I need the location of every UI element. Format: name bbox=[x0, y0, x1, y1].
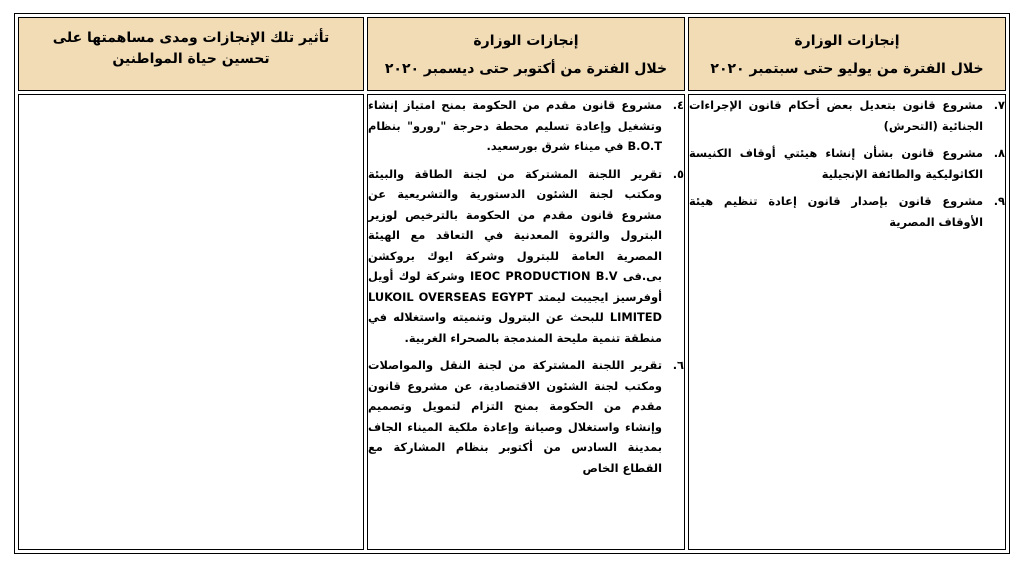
col-jul-sep-list bbox=[688, 94, 1006, 550]
item-text: مشروع قانون بإصدار قانون إعادة تنظيم هيئة الأوقاف المصرية bbox=[689, 194, 983, 229]
item-text: مشروع قانون مقدم من الحكومة بمنح امتياز إنشاء وتشغيل وإعادة تسليم محطة دحرجة "رورو" بنظام B.O.T في ميناء شرق بورسعيد. bbox=[368, 98, 662, 153]
header-row bbox=[18, 17, 1006, 91]
item-number: ٨. bbox=[993, 146, 1005, 160]
item-number: ٥. bbox=[672, 166, 684, 181]
document-page bbox=[14, 13, 1008, 554]
header-period: خلال الفترة من يوليو حتى سبتمبر ٢٠٢٠ bbox=[710, 61, 984, 77]
item-text: مشروع قانون بشأن إنشاء هيئتي أوقاف الكنيسة الكاثوليكية والطائفة الإنجيلية bbox=[689, 146, 983, 181]
list-item bbox=[368, 164, 684, 349]
body-row bbox=[18, 94, 1006, 550]
header-period: خلال الفترة من أكتوبر حتى ديسمبر ٢٠٢٠ bbox=[384, 61, 668, 77]
header-col-impact bbox=[18, 17, 364, 91]
list-item bbox=[368, 95, 684, 157]
item-number: ٩. bbox=[993, 194, 1005, 208]
item-number: ٦. bbox=[672, 358, 684, 372]
list-item bbox=[368, 355, 684, 478]
col-impact-empty bbox=[18, 94, 364, 550]
col-oct-dec-list bbox=[367, 94, 685, 550]
item-number: ٧. bbox=[993, 98, 1005, 112]
list-item bbox=[689, 191, 1005, 232]
header-title: إنجازات الوزارة bbox=[794, 33, 900, 49]
header-col-oct-dec bbox=[367, 17, 685, 91]
achievements-table bbox=[14, 13, 1010, 554]
list-item bbox=[689, 95, 1005, 136]
item-text: مشروع قانون بتعديل بعض أحكام قانون الإجراءات الجنائية (التحرش) bbox=[689, 98, 983, 133]
item-number: ٤. bbox=[672, 98, 684, 112]
item-text: تقرير اللجنة المشتركة من لجنة النقل والمواصلات ومكتب لجنة الشئون الاقتصادية، عن مشروع قانون مقدم من الحكومة بمنح التزام لتمويل وتصميم وإنشاء واستغلال وصيانة وإعادة ملكية الميناء الجاف بمدينة السادس من أكتوبر بنظام المشاركة مع القطاع الخاص bbox=[368, 358, 662, 475]
header-title: إنجازات الوزارة bbox=[473, 33, 579, 49]
item-text: تقرير اللجنة المشتركة من لجنة الطاقة والبيئة ومكتب لجنة الشئون الدستورية والتشريعية عن مشروع قانون مقدم من الحكومة بالترخيص لوزير البترول والثروة المعدنية في التعاقد مع الهيئة المصرية العامة للبترول وشركة ايوك بروكشن بى.فى IEOC PRODUCTION B.V وشركة لوك أويل أوفرسيز ايجيبت ليمتد LUKOIL OVERSEAS EGYPT LIMITED للبحث عن البترول وتنميته واستغلاله في منطقة تنمية مليحة المندمجة بالصحراء الغربية. bbox=[368, 166, 662, 345]
header-impact-text: تأثير تلك الإنجازات ومدى مساهمتها على تحسين حياة المواطنين bbox=[52, 30, 330, 67]
list-item bbox=[689, 143, 1005, 184]
header-col-jul-sep bbox=[688, 17, 1006, 91]
